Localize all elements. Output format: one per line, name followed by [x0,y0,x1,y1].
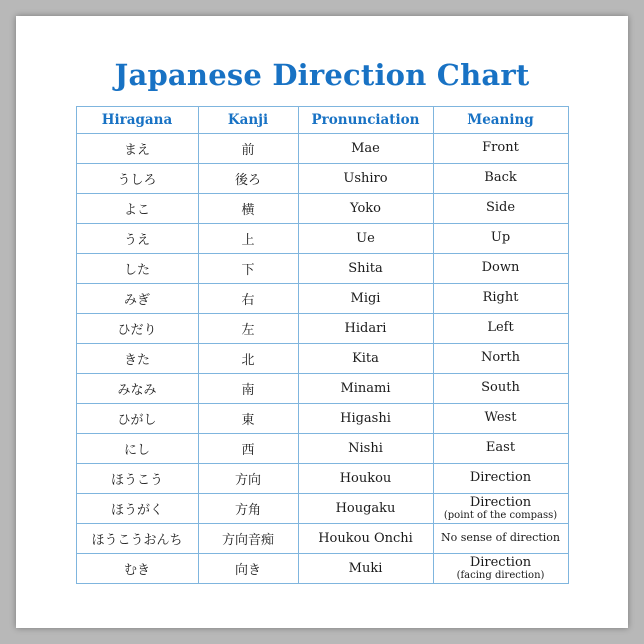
meaning-text: Left [487,320,514,336]
cell-hiragana: ほうがく [76,494,198,524]
meaning-text: West [484,410,517,426]
meaning-text: Up [490,230,511,246]
cell-meaning [433,374,568,404]
column-header-kanji: Kanji [198,107,298,134]
table-row [76,434,568,464]
cell-pronunciation: Migi [298,284,433,314]
table-header-row [76,107,568,134]
cell-pronunciation: Ue [298,224,433,254]
table-row [76,194,568,224]
poster-content [38,38,606,606]
cell-hiragana: した [76,254,198,284]
cell-meaning [433,254,568,284]
table-row [76,314,568,344]
meaning-subtext: (point of the compass) [443,510,558,522]
cell-hiragana: にし [76,434,198,464]
cell-kanji: 方向 [198,464,298,494]
cell-hiragana: ほうこうおんち [76,524,198,554]
table-row [76,464,568,494]
cell-meaning [433,494,568,524]
cell-kanji: 後ろ [198,164,298,194]
cell-kanji: 右 [198,284,298,314]
cell-meaning [433,224,568,254]
meaning-text: South [481,380,520,396]
cell-meaning [433,524,568,554]
table-row [76,524,568,554]
table-row [76,554,568,584]
meaning-text: Back [484,170,517,186]
cell-meaning [433,314,568,344]
cell-pronunciation: Muki [298,554,433,584]
cell-hiragana: みぎ [76,284,198,314]
cell-meaning [433,164,568,194]
cell-hiragana: よこ [76,194,198,224]
cell-pronunciation: Shita [298,254,433,284]
cell-pronunciation: Mae [298,134,433,164]
cell-meaning [433,554,568,584]
cell-pronunciation: Houkou [298,464,433,494]
table-row [76,224,568,254]
cell-kanji: 向き [198,554,298,584]
meaning-text: East [485,440,516,456]
table-row [76,164,568,194]
cell-kanji: 前 [198,134,298,164]
meaning-text: Side [485,200,516,216]
cell-hiragana: ひがし [76,404,198,434]
meaning-text: North [480,350,520,366]
cell-kanji: 方角 [198,494,298,524]
table-row [76,404,568,434]
column-header-pronunciation: Pronunciation [298,107,433,134]
cell-meaning [433,434,568,464]
meaning-text: Down [481,260,520,276]
cell-pronunciation: Yoko [298,194,433,224]
table-row [76,494,568,524]
cell-kanji: 下 [198,254,298,284]
table-row [76,374,568,404]
meaning-text: Front [482,140,519,156]
direction-chart-table [76,106,569,584]
cell-pronunciation: Hidari [298,314,433,344]
cell-hiragana: むき [76,554,198,584]
cell-pronunciation: Higashi [298,404,433,434]
cell-meaning [433,134,568,164]
cell-meaning [433,284,568,314]
cell-meaning [433,464,568,494]
meaning-subtext: (facing direction) [456,570,545,582]
cell-hiragana: ほうこう [76,464,198,494]
cell-kanji: 横 [198,194,298,224]
cell-pronunciation: Hougaku [298,494,433,524]
cell-hiragana: うしろ [76,164,198,194]
cell-meaning [433,344,568,374]
cell-pronunciation: Houkou Onchi [298,524,433,554]
cell-kanji: 上 [198,224,298,254]
meaning-text: No sense of direction [441,531,560,545]
table-row [76,344,568,374]
meaning-text: Direction [469,470,532,486]
table-row [76,254,568,284]
column-header-meaning: Meaning [433,107,568,134]
cell-meaning [433,194,568,224]
cell-kanji: 南 [198,374,298,404]
cell-kanji: 北 [198,344,298,374]
cell-kanji: 東 [198,404,298,434]
cell-pronunciation: Kita [298,344,433,374]
cell-kanji: 方向音痴 [198,524,298,554]
table-row [76,134,568,164]
cell-pronunciation: Minami [298,374,433,404]
cell-hiragana: ひだり [76,314,198,344]
cell-meaning [433,404,568,434]
cell-hiragana: きた [76,344,198,374]
cell-hiragana: まえ [76,134,198,164]
meaning-text: Direction [469,494,532,510]
meaning-text: Direction [469,554,532,570]
cell-kanji: 西 [198,434,298,464]
table-row [76,284,568,314]
cell-pronunciation: Ushiro [298,164,433,194]
page-title: Japanese Direction Chart [114,58,530,92]
cell-pronunciation: Nishi [298,434,433,464]
cell-hiragana: みなみ [76,374,198,404]
column-header-hiragana: Hiragana [76,107,198,134]
cell-hiragana: うえ [76,224,198,254]
meaning-text: Right [482,290,519,306]
cell-kanji: 左 [198,314,298,344]
poster-frame [16,16,628,628]
